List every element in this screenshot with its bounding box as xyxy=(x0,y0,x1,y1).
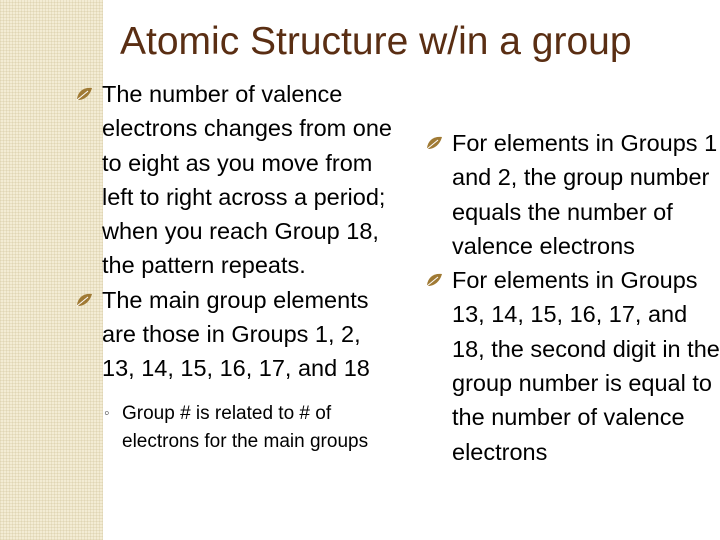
sub-bullet-item xyxy=(68,400,398,456)
slide-title: Atomic Structure w/in a group xyxy=(120,20,632,63)
sub-bullet-text: Group # is related to # of electrons for the main groups xyxy=(122,402,369,452)
leaf-bullet-icon xyxy=(426,135,443,151)
right-column xyxy=(418,126,720,469)
bullet-text: The number of valence electrons changes from one to eight as you move from left to right across a period; when you reach Group 18, the pattern repeats. xyxy=(102,81,392,279)
bullet-item xyxy=(68,77,398,283)
bullet-text: For elements in Groups 13, 14, 15, 16, 17, and 18, the second digit in the group number is equal to the number of valence electrons xyxy=(452,267,720,465)
bullet-item xyxy=(418,126,720,263)
bullet-text: For elements in Groups 1 and 2, the group number equals the number of valence electrons xyxy=(452,130,718,259)
left-column xyxy=(68,77,398,456)
leaf-bullet-icon xyxy=(76,86,93,102)
bullet-item xyxy=(68,283,398,386)
bullet-text: The main group elements are those in Groups 1, 2, 13, 14, 15, 16, 17, and 18 xyxy=(102,286,370,382)
bullet-item xyxy=(418,263,720,469)
sub-bullet-marker: ◦ xyxy=(104,404,110,422)
leaf-bullet-icon xyxy=(426,272,443,288)
leaf-bullet-icon xyxy=(76,292,93,308)
